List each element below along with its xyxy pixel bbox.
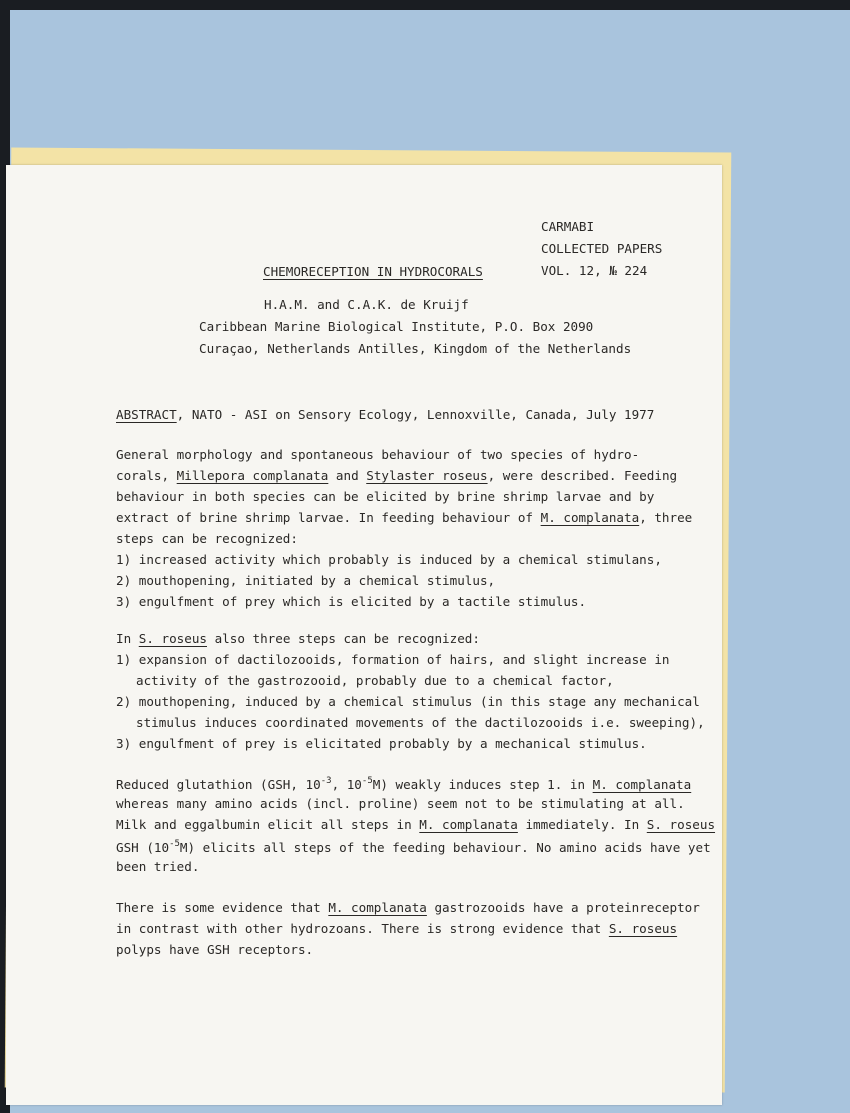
species-name: Millepora complanata xyxy=(176,468,329,483)
abstract-line xyxy=(116,409,654,422)
p1-step-1: 1) increased activity which probably is induced by a chemical stimulans, xyxy=(116,552,662,567)
p1-line-3: behaviour in both species can be elicited by brine shrimp larvae and by xyxy=(116,489,655,504)
exponent: -3 xyxy=(320,776,332,786)
p3-line-3 xyxy=(116,819,715,832)
p1-line-5: steps can be recognized: xyxy=(116,531,298,546)
species-name: M. complanata xyxy=(592,777,692,792)
species-name: M. complanata xyxy=(419,817,518,832)
page-title: CHEMORECEPTION IN HYDROCORALS xyxy=(263,264,483,279)
text-run: also three steps can be recognized: xyxy=(207,631,480,646)
abstract-meeting: , NATO - ASI on Sensory Ecology, Lennoxville, Canada, July 1977 xyxy=(176,407,655,422)
affiliation-line-1: Caribbean Marine Biological Institute, P.O. Box 2090 xyxy=(199,319,594,334)
p2-step-3: 3) engulfment of prey is elicitated probably by a mechanical stimulus. xyxy=(116,736,647,751)
p4-line-2 xyxy=(116,923,677,936)
text-run: M) weakly induces step 1. in xyxy=(372,777,593,792)
series-line-2: COLLECTED PAPERS xyxy=(541,241,663,256)
exponent: -5 xyxy=(169,839,180,849)
text-run: Reduced glutathion (GSH, 10 xyxy=(116,777,321,792)
p1-line-2 xyxy=(116,470,677,483)
p3-line-2: whereas many amino acids (incl. proline) seem not to be stimulating at all. xyxy=(116,796,685,811)
text-run: immediately. In xyxy=(517,817,647,832)
p2-step-1b: activity of the gastrozooid, probably due to a chemical factor, xyxy=(136,673,614,688)
text-run: in contrast with other hydrozoans. There is strong evidence that xyxy=(116,921,609,936)
text-run: M) elicits all steps of the feeding behaviour. No amino acids have yet xyxy=(179,840,711,855)
series-line-1: CARMABI xyxy=(541,219,595,234)
authors: H.A.M. and C.A.K. de Kruijf xyxy=(264,297,469,312)
text-run: , were described. Feeding xyxy=(487,468,678,483)
p2-step-2a: 2) mouthopening, induced by a chemical stimulus (in this stage any mechanical xyxy=(116,694,700,709)
p4-line-3: polyps have GSH receptors. xyxy=(116,942,314,957)
document-page xyxy=(6,165,722,1105)
p3-line-1 xyxy=(116,777,691,792)
p3-line-4 xyxy=(116,840,711,855)
text-run: extract of brine shrimp larvae. In feeding behaviour of xyxy=(116,510,541,525)
affiliation-line-2: Curaçao, Netherlands Antilles, Kingdom of the Netherlands xyxy=(199,341,632,356)
text-run: gastrozooids have a proteinreceptor xyxy=(426,900,700,915)
p1-line-4 xyxy=(116,512,692,525)
text-run: Milk and eggalbumin elicit all steps in xyxy=(116,817,420,832)
text-run: In xyxy=(116,631,139,646)
text-run: There is some evidence that xyxy=(116,900,329,915)
p1-line-1: General morphology and spontaneous behaviour of two species of hydro- xyxy=(116,447,640,462)
p2-line-1 xyxy=(116,633,480,646)
exponent: -5 xyxy=(361,776,373,786)
species-name: S. roseus xyxy=(608,921,678,936)
p2-step-2b: stimulus induces coordinated movements of the dactilozooids i.e. sweeping), xyxy=(136,715,705,730)
species-name: M. complanata xyxy=(328,900,427,915)
p3-line-5: been tried. xyxy=(116,859,200,874)
abstract-label: ABSTRACT xyxy=(116,407,177,422)
p1-step-2: 2) mouthopening, initiated by a chemical stimulus, xyxy=(116,573,496,588)
species-name: S. roseus xyxy=(646,817,716,832)
p1-step-3: 3) engulfment of prey which is elicited by a tactile stimulus. xyxy=(116,594,587,609)
text-run: GSH (10 xyxy=(116,840,170,855)
text-run: corals, xyxy=(116,468,177,483)
text-run: , 10 xyxy=(331,777,362,792)
p2-step-1a: 1) expansion of dactilozooids, formation of hairs, and slight increase in xyxy=(116,652,670,667)
text-run: , three xyxy=(639,510,693,525)
species-name: Stylaster roseus xyxy=(366,468,488,483)
series-line-3: VOL. 12, № 224 xyxy=(541,263,648,278)
text-run: and xyxy=(328,468,367,483)
species-name: M. complanata xyxy=(540,510,640,525)
p4-line-1 xyxy=(116,902,700,915)
species-name: S. roseus xyxy=(138,631,207,646)
